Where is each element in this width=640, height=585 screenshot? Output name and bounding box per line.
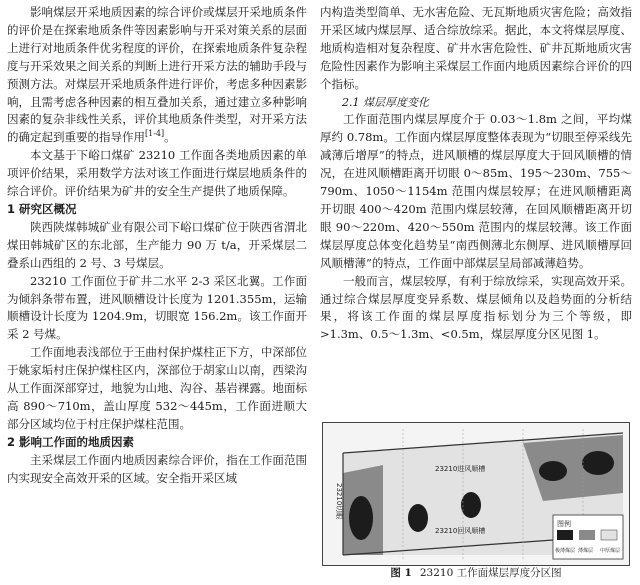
zone-thick-coal-3 <box>461 492 481 518</box>
thickness-map-svg <box>323 423 629 565</box>
legend-swatch-2 <box>601 530 617 540</box>
citation-ref[interactable]: [1-4] <box>145 129 165 139</box>
paragraph-intro <box>7 4 307 147</box>
zone-thick-coal-5 <box>582 451 614 475</box>
legend-swatch-1 <box>579 530 595 540</box>
figure-caption-text: 23210 工作面煤层厚度分区图 <box>419 567 562 579</box>
paragraph-thickness-grade: 一般而言，煤层较厚，有利于综放综采，实现高效开采。通过综合煤层厚度变异系数、煤层倾角以及趋势面的分析结果，将该工作面的煤层厚度指标划分为三个等级，即>1.3m、0.5～1.3m、<0.5m，煤层厚度分区见图 1。 <box>320 273 632 342</box>
legend-label-1: 薄煤层 <box>578 548 594 554</box>
paragraph-surface: 工作面地表浅部位于王曲村保护煤柱正下方，中深部位于姚家垢村庄保护煤柱区内，深部位于胡家山以南，西梁沟从工作面深部穿过，地貌为山地、沟谷、基岩裸露。地面标高 890～710m，盖山厚度 532～445m，工作面进顺大部分区域均位于村庄保护煤柱范围。 <box>7 345 307 431</box>
legend-title: 图例 <box>557 520 571 528</box>
right-column <box>320 4 632 344</box>
legend <box>553 515 623 559</box>
paragraph-factors: 主采煤层工作面内地质因素综合评价，指在工作面范围内实现安全高效开采的区域。安全指开采区域 <box>7 452 307 485</box>
section-heading-1: 1 研究区概况 <box>7 201 77 216</box>
paragraph-intro-end: 。 <box>164 130 176 145</box>
paragraph-intro-text: 影响煤层开采地质因素的综合评价或煤层开采地质条件的评价是在探索地质条件等因素影响与开采对策关系的层面上进行对地质条件优劣程度的评价，在探索地质条件复杂程度与开采效果之间关系的判断上进行开采方法的辅助手段与预测方法。对煤层开采地质条件进行评价，考虑多种因素影响，且需考虑各种因素的相互叠加关系，通过建立多种影响因素的复杂非线性关系，评价其地质条件类型，对开采方法的确定起到重要的指导作用 <box>7 5 307 145</box>
figure-caption <box>320 566 632 580</box>
zone-thick-coal-4 <box>539 461 567 481</box>
label-intake-gateway: 23210进风顺槽 <box>435 465 486 473</box>
paragraph-workface: 23210 工作面位于矿井二水平 2-3 采区北翼。工作面为倾斜条带布置，进风顺槽设计长度为 1201.355m，运输顺槽设计长度为 1204.9m，切眼宽 156.2m。该工作面开采 2 号煤。 <box>7 273 307 342</box>
label-cut: 23210切眼 <box>335 483 343 520</box>
zone-thick-coal-2 <box>408 504 428 532</box>
paragraph-factors-cont: 内构造类型简单、无水害危险、无瓦斯地质灾害危险；高效指开采区域内煤层厚、适合综放综采。据此，本文将煤层厚度、地质构造相对复杂程度、矿井水害危险性、矿井瓦斯地质灾害危险性因素作为影响主采煤层工作面内地质因素综合评价的四个指标。 <box>320 5 632 91</box>
legend-swatch-0 <box>557 530 573 540</box>
left-column <box>7 4 307 487</box>
figure-thickness-map <box>322 422 630 566</box>
label-return-gateway: 23210回风顺槽 <box>435 527 486 535</box>
legend-label-0: 极薄煤层 <box>555 548 576 554</box>
paragraph-mine: 陕西陕煤韩城矿业有限公司下峪口煤矿位于陕西省渭北煤田韩城矿区的东北部，生产能力 90 万 t/a，开采煤层二叠系山西组的 2 号、3 号煤层。 <box>7 219 307 270</box>
zone-thick-coal-1 <box>349 496 373 540</box>
section-heading-2: 2 影响工作面的地质因素 <box>7 434 135 449</box>
legend-label-2: 中厚煤层 <box>600 548 621 554</box>
figure-number: 图 1 <box>390 567 412 579</box>
subsection-heading-2-1: 2.1 煤层厚度变化 <box>342 95 429 109</box>
paragraph-basis: 本文基于下峪口煤矿 23210 工作面各类地质因素的单项评价结果，采用数学方法对该工作面进行煤层地质条件的综合评价。评价结果为矿井的安全生产提供了地质保障。 <box>7 148 307 199</box>
paragraph-thickness: 工作面范围内煤层厚度介于 0.03～1.8m 之间，平均煤厚约 0.78m。工作面内煤层厚度整体表现为“切眼至停采线先减薄后增厚”的特点，进风顺槽的煤层厚度大于回风顺槽的情况，在进风顺槽距离开切眼 0～85m、195～230m、755～790m、1050～1154m 范围内煤层较厚；在进风顺槽距离开切眼 400～420m 范围内煤层较薄，在回风顺槽距离开切眼 90～220m、420～550m 范围内的煤层较薄。该工作面煤层厚度总体变化趋势呈“南西侧薄北东侧厚、进风顺槽厚回风顺槽薄”的特点，工作面中部煤层呈局部减薄趋势。 <box>320 112 632 270</box>
